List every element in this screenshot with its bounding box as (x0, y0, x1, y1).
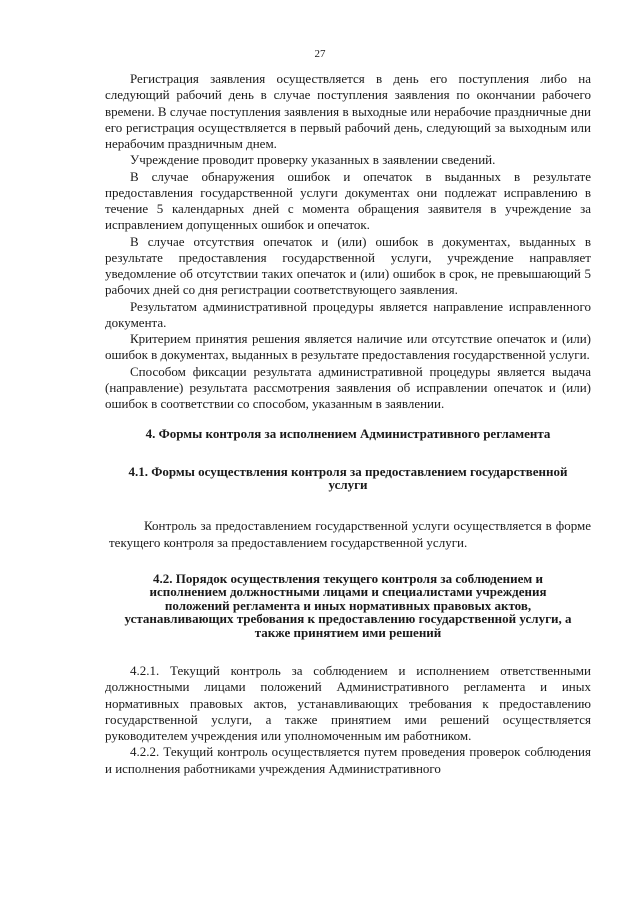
section-heading-4: 4. Формы контроля за исполнением Административного регламента (145, 426, 551, 442)
paragraph-criterion: Критерием принятия решения является наличие или отсутствие опечаток и (или) ошибок в документах, выданных в результате предоставления государственной услуги. (105, 331, 591, 363)
paragraph-recording-method: Способом фиксации результата административной процедуры является выдача (направление) результата рассмотрения заявления об исправлении опечаток и (или) ошибок в соответствии со способом, указанным в заявлении. (105, 363, 591, 411)
paragraph-4-2-2: 4.2.2. Текущий контроль осуществляется путем проведения проверок соблюдения и исполнения работниками учреждения Административного (105, 744, 591, 776)
paragraph-control-form: Контроль за предоставлением государственной услуги осуществляется в форме текущего контроля за предоставлением государственной услуги. (109, 518, 591, 550)
document-body (105, 71, 591, 777)
paragraph-errors-found: В случае обнаружения ошибок и опечаток в выданных в результате предоставления государственной услуги документах они подлежат исправлению в течение 5 календарных дней с момента обращения заявителя в учреждение за исправлением допущенных ошибок и опечаток. (105, 168, 591, 233)
paragraph-4-2-1: 4.2.1. Текущий контроль за соблюдением и исполнением ответственными должностными лицами положений Административного регламента и иных нормативных правовых актов, устанавливающих требования к предоставлению государственной услуги, а также принятием ими решений осуществляется руководителем учреждения или уполномоченным им работником. (105, 663, 591, 743)
paragraph-registration: Регистрация заявления осуществляется в день его поступления либо на следующий рабочий день в случае поступления заявления по окончании рабочего времени. В случае поступления заявления в выходные или нерабочие праздничные дни его регистрация осуществляется в первый рабочий день, следующий за выходным или нерабочим праздничным днем. (105, 71, 591, 151)
paragraph-verification: Учреждение проводит проверку указанных в заявлении сведений. (130, 152, 496, 168)
section-heading-4-2: 4.2. Порядок осуществления текущего контроля за соблюдением и исполнением должностными лицами и специалистами учреждения положений регламента и иных нормативных правовых актов, устанавливающих требования к предоставлению государственной услуги, а также принятием ими решений (124, 570, 572, 640)
paragraph-no-errors: В случае отсутствия опечаток и (или) ошибок в документах, выданных в результате предоставления государственной услуги, учреждение направляет уведомление об отсутствии таких опечаток и (или) ошибок в срок, не превышающий 5 рабочих дней со дня регистрации соответствующего заявления. (105, 233, 591, 298)
paragraph-result: Результатом административной процедуры является направление исправленного документа. (105, 298, 591, 330)
section-heading-4-1: 4.1. Формы осуществления контроля за предоставлением государственной услуги (128, 463, 568, 493)
page-number: 27 (314, 48, 326, 60)
